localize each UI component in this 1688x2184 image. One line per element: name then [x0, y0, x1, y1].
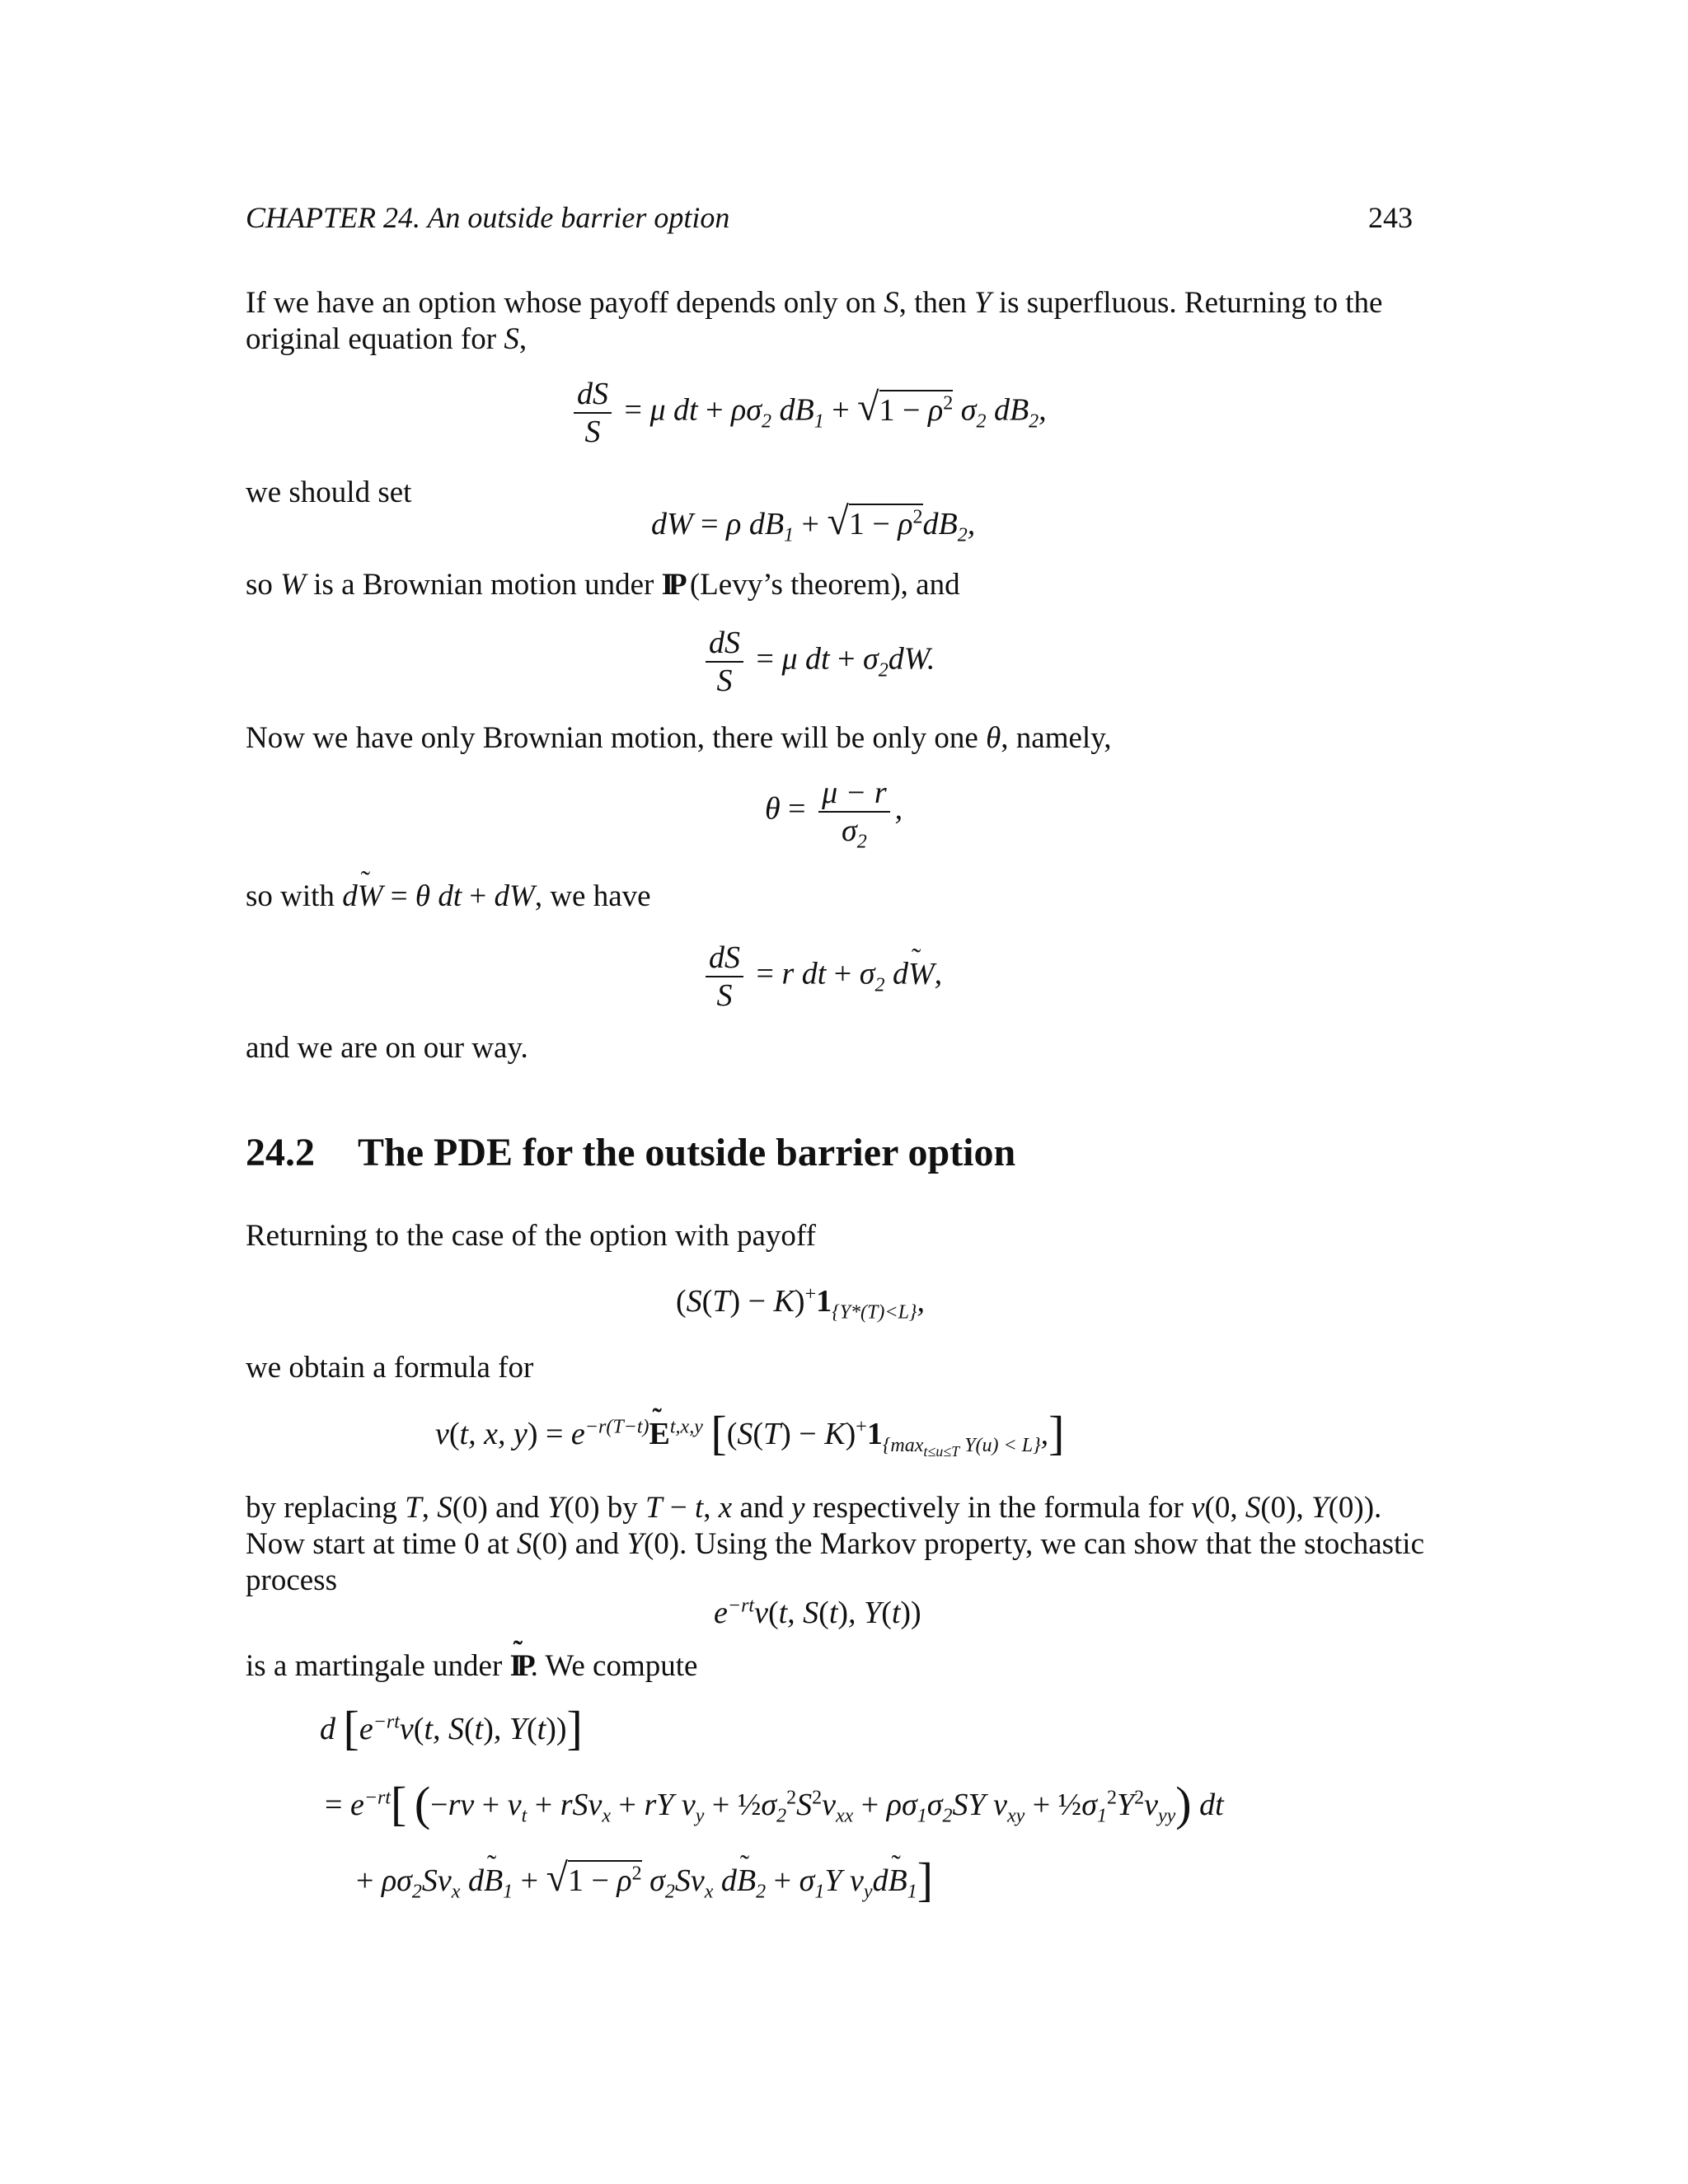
equation-differential-line1: d [$e^{-rt}v(t$, S(t), Y(t))]: [320, 1701, 583, 1755]
equation-dS-over-S-dW: $\frac{dS}{S}$ = μ dt + $\sigma_2dW$.: [701, 625, 935, 699]
text-returning-to-case: Returning to the case of the option with payoff: [246, 1219, 816, 1253]
para-replacing-line1: by replacing T, S(0) and Y(0) by T − t, x and y respectively in the formula for v(0, S(0), Y(0)).: [246, 1491, 1382, 1525]
section-heading: [246, 1129, 1015, 1177]
text-we-obtain-formula: we obtain a formula for: [246, 1351, 534, 1385]
para-replacing-line3: process: [246, 1563, 337, 1597]
equation-payoff: $(S(T) - K)^+1_{\{Y*(T)<L\}}$,: [676, 1283, 926, 1324]
text-on-our-way: and we are on our way.: [246, 1031, 528, 1065]
equation-theta: θ = $\frac{\mu - r}{\sigma_2}$ ,: [765, 776, 903, 853]
equation-discounted-value: $e^{-rt}v(t$, S(t), Y(t)): [714, 1595, 921, 1630]
text-so-with: so with d˜ W = θ dt + dW, we have: [246, 879, 651, 915]
equation-dS-over-S-risk-neutral: $\frac{dS}{S}$ = r dt + $\sigma_2$ d˜ W,: [701, 940, 942, 1014]
equation-differential-line3: + $\rho\sigma_2Sv_x$ d˜ $B_1 + √1 - \rho^2$ $\sigma_2Sv_x$ d˜ $B_2 + \sigma_1Y$ $v_yd˜$ $B_1$]: [356, 1859, 933, 1900]
equation-dW: dW = ρ $dB_1 + √1 - \rho^2dB_2$,: [651, 499, 976, 546]
section-number: 24.2: [246, 1131, 315, 1174]
equation-dS-over-S-full: $\frac{dS}{S}$ = μ dt + $\rho\sigma_2$ $dB_1 + √1 - \rho^2$ $\sigma_2$ $dB_2$,: [569, 376, 1047, 450]
page-number: 243: [1368, 201, 1413, 234]
text-brownian-motion: so W is a Brownian motion under IP (Levy’s theorem), and: [246, 568, 960, 602]
equation-value-function: v(t, x, $y) = e^{-r(T-t)}˜$ E$^{t,x,y}$ $[(S(T) - K)^+1_{\{max_{t\le u\le T} Y(u) < L\}},]$: [435, 1414, 1065, 1453]
running-header: CHAPTER 24. An outside barrier option: [246, 201, 730, 234]
section-title: The PDE for the outside barrier option: [358, 1131, 1016, 1174]
para1-line2: original equation for S,: [246, 322, 528, 356]
equation-differential-line2: = $e^{-rt}$[ ($-rv + v_t + rSv_x$ + rY $v_y$ + $\frac{1}{2}\sigma_2^2S^2v_{xx} + \rho\sigma_1\sigma_2SY$ $v_{xy}$ + $\frac{1}{2}\sigma_1^2Y^2v_{yy}$) dt: [325, 1777, 1224, 1830]
para-replacing-line2: Now start at time 0 at S(0) and Y(0). Using the Markov property, we can show that the stochastic: [246, 1527, 1424, 1561]
text-we-should-set: we should set: [246, 476, 412, 509]
para1-line1: If we have an option whose payoff depends only on S, then Y is superfluous. Returning to the: [246, 286, 1383, 320]
text-only-one-theta: Now we have only Brownian motion, there will be only one θ, namely,: [246, 721, 1112, 755]
text-martingale: is a martingale under ˜ IP. We compute: [246, 1648, 697, 1685]
